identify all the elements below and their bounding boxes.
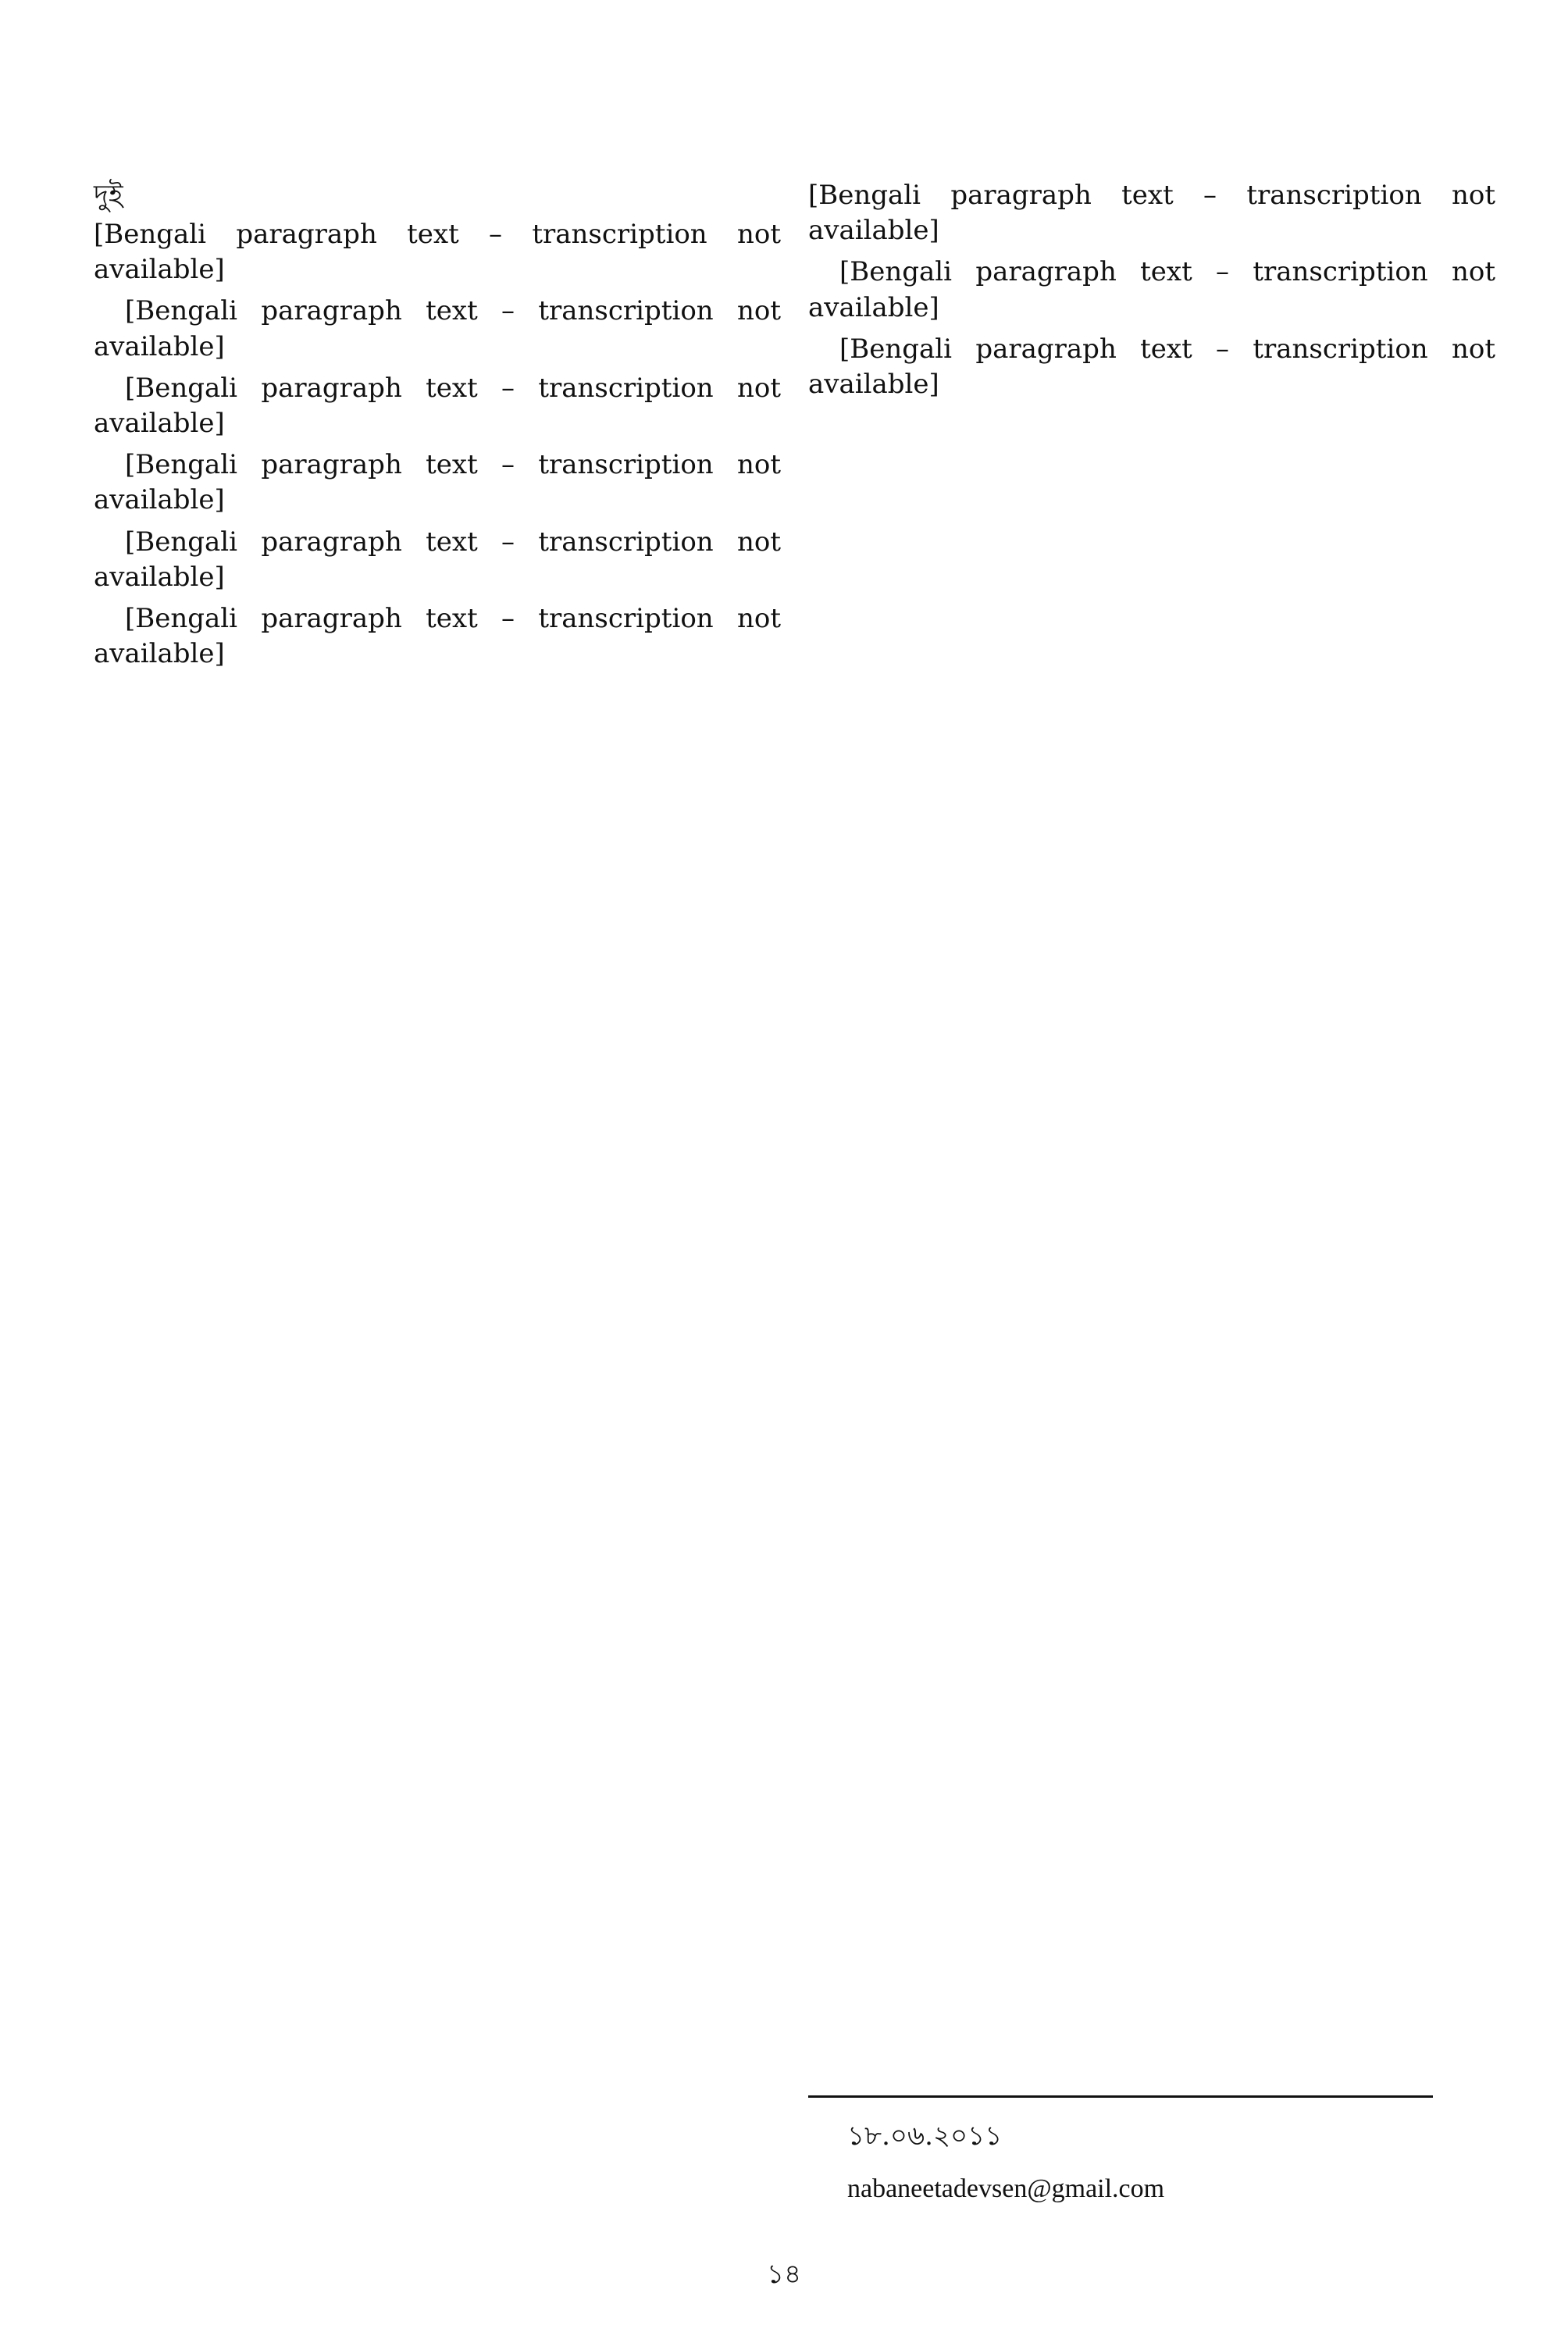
paragraph: [Bengali paragraph text – transcription not available] xyxy=(94,295,781,362)
paragraph: [Bengali paragraph text – transcription not available] xyxy=(94,219,781,286)
paragraph: [Bengali paragraph text – transcription not available] xyxy=(808,256,1495,323)
page-number: ১৪ xyxy=(766,2259,802,2290)
paragraph: [Bengali paragraph text – transcription not available] xyxy=(94,526,781,593)
footer-divider xyxy=(808,2095,1433,2098)
left-column xyxy=(94,178,781,678)
paragraph: [Bengali paragraph text – transcription not available] xyxy=(94,603,781,670)
right-column xyxy=(808,178,1495,408)
paragraph: [Bengali paragraph text – transcription not available] xyxy=(808,180,1495,247)
paragraph: [Bengali paragraph text – transcription not available] xyxy=(94,372,781,440)
article-date: ১৮.০৬.২০১১ xyxy=(847,2120,1003,2152)
author-email: nabaneetadevsen@gmail.com xyxy=(847,2174,1165,2203)
paragraph: [Bengali paragraph text – transcription not available] xyxy=(94,449,781,516)
section-heading: দুই xyxy=(94,180,123,212)
paragraph: [Bengali paragraph text – transcription not available] xyxy=(808,333,1495,401)
